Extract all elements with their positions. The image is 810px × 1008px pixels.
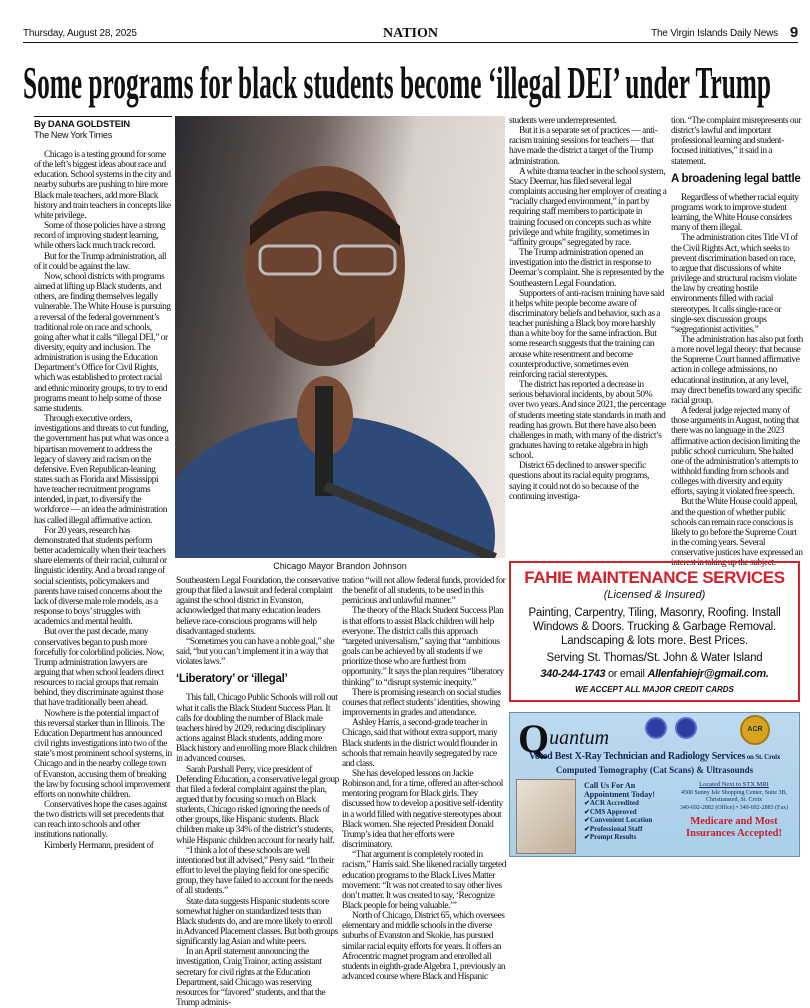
article-paragraph: Southeastern Legal Foundation, the conservative group that filed a lawsuit and federal complaint against the school district in Evanston, acknowledged that many education leaders believe race-conscious programs will help disadvantaged students. [176,576,340,637]
article-paragraph: A white drama teacher in the school system, Stacy Deemar, has filed several legal complaints accusing her employer of creating a “racially charged environment,” in part by requiring staff members to participate in training focused on concepts such as white privilege and white fragility, sometimes in “affinity groups” segregated by race. [509,166,667,248]
article-paragraph: In an April statement announcing the investigation, Craig Trainor, acting assistant secretary for civil rights at the Education Department, said Chicago was reserving resources for “favored” students, and that the Trump adminis- [176,947,326,1008]
logo-text: uantum [549,727,610,749]
ad-voted [510,751,799,762]
article-paragraph: District 65 declined to answer specific questions about its racial equity programs, saying it could not do so because of the continuing investiga- [509,461,650,502]
ad-title: FAHIE MAINTENANCE SERVICES [524,568,785,587]
article-paragraph: For 20 years, research has demonstrated that students perform better academically when their teachers share elements of their racial, cultural or linguistic identity. And a broad range of social scientists, policymakers and parents have raised concerns about the lack of diverse male role models, as a response to boys’ struggles with academics and mental health. [34,525,167,628]
article-paragraph: The theory of the Black Student Success Plan is that efforts to assist Black children will help everyone. The district calls this approach “targeted universalism,” saying that “ambitious goals can be achieved by all students if we prioritize those who are furthest from opportunity.” It says the plan requires “liberatory thinking” to “disrupt systemic inequity.” [342,606,504,688]
issue-date: Thursday, August 28, 2025 [23,28,137,39]
byline-author: By DANA GOLDSTEIN [34,119,130,130]
ad-location [670,781,798,812]
subhead-liberatory: ‘Liberatory’ or ‘illegal’ [176,673,288,686]
article-paragraph: A federal judge rejected many of those arguments in August, noting that there was no language in the 2023 affirmative action decision limiting the public school curriculum. She halted one of the administration’s attempts to withhold funding from schools and colleges with diversity and equity efforts, saying it violated free speech. [671,406,800,498]
headline-text: Some programs for black students become ‘illegal DEI’ under Trump [23,57,772,108]
article-paragraph: But it is a separate set of practices — anti-racism training sessions for teachers — that have made the district a target of the Trump administration. [509,126,658,167]
article-paragraph: But over the past decade, many conservatives began to push more forcefully for colorblind policies. Now, Trump administration lawyers are arguing that when school leaders direct resources to racial groups that remain behind, they discriminate against those that have traditionally been ahead. [34,627,165,709]
voted-location: on St. Croix [745,753,781,761]
article-column-2 [176,576,340,1008]
fahie-maintenance-ad [509,561,800,702]
article-paragraph: Conservatives hope the cases against the two districts will set precedents that can reach into schools and other institutions nationally. [34,800,167,841]
feature-item: ✔CMS Approved [584,807,637,816]
article-paragraph: tion. “The complaint misrepresents our district’s lawful and important professional learning and student-focused initiatives,” it said in a statement. [671,116,802,167]
award-ribbon-icon [675,717,697,739]
ad-phone: 340-244-1743 [540,668,606,680]
ad-serving: Serving St. Thomas/St. John & Water Island [546,652,763,664]
article-headline [23,56,783,108]
article-paragraph: Through executive orders, investigations and threats to cut funding, the government has put what was once a bipartisan movement to address the legacy of slavery and racism on the defensive. Even Republican-leaning states such as Florida and Mississippi have teacher recruitment programs intended, in part, to diversify the workforce — an idea the administration has called illegal affirmative action. [34,414,169,526]
feature-item: ✔Prompt Results [584,833,637,841]
article-paragraph: There is promising research on social studies courses that reflect students’ identities, showing improvements in grades and attendance. [342,687,501,719]
mayor-photo-illustration [175,116,505,558]
article-paragraph: “I think a lot of these schools are well intentioned but ill advised,” Perry said. “In their effort to level the playing field for one specific group, they have failed to account for the needs of all students.” [176,845,334,897]
call-text: Call Us For An Appointment Today! [584,781,655,799]
article-paragraph: Chicago is a testing ground for some of the left’s biggest ideas about race and education. School systems in the city and nearby suburbs are pushing to hire more Black male teachers, add more Black history and train teachers in concepts like white privilege. [34,150,171,221]
ad-email: Allenfahiejr@gmail.com. [647,668,769,680]
column-2-body-b [176,693,340,1008]
ad-credit-cards: WE ACCEPT ALL MAJOR CREDIT CARDS [575,685,734,694]
article-paragraph: tration “will not allow federal funds, provided for the benefit of all students, to be used in this pernicious and unlawful manner.” [342,576,506,607]
ad-or-email: or email [605,668,648,680]
ad-contact [511,668,798,680]
feature-item: ✔ACR Accredited [584,799,639,807]
column-5-body-a [671,116,803,167]
acr-seal: ACR [740,715,770,745]
article-paragraph: But for the Trump administration, all of it could be against the law. [34,251,167,272]
quantum-radiology-ad [509,712,800,857]
article-paragraph: State data suggests Hispanic students score somewhat higher on standardized tests than Black students do, and are more likely to enroll in Advanced Placement classes. But both groups significantly lag Asian and white peers. [176,896,338,948]
article-paragraph: Sarah Parshall Perry, vice president of Defending Education, a conservative legal group that filed a federal complaint against the plan, argued that by focusing so much on Black students, Chicago risked ignoring the needs of other groups, like Hispanic students. Black children make up 34% of the district’s students, while Hispanic children account for nearly half. [176,764,339,846]
article-column-5 [671,116,803,569]
article-paragraph: Nowhere is the potential impact of this reversal starker than in Illinois. The Education Department has announced civil rights investigations into two of the state’s most prominent school systems, in Chicago and in the nearby college town of Evanston, accusing them of breaking the law by focusing school improvement efforts on nonwhite children. [34,708,172,800]
logo-q: Q [518,716,550,761]
article-paragraph: Supporters of anti-racism training have said it helps white people become aware of discriminatory beliefs and behavior, such as a teacher punishing a Black boy more harshly than a white boy for the same infraction. But some research suggests that the training can arouse white resentment and become counterproductive, sometimes even reinforcing racial stereotypes. [509,288,665,380]
section-name: NATION [383,26,438,41]
feature-list [584,799,664,842]
photo-caption: Chicago Mayor Brandon Johnson [273,561,407,571]
byline [34,116,172,140]
column-3-body [342,576,506,982]
page-header [23,26,798,43]
article-paragraph: Some of those policies have a strong record of improving student learning, while others lack much track record. [34,221,166,252]
feature-item: ✔Convenient Location [584,816,653,824]
article-paragraph: She has developed lessons on Jackie Robinson and, for a time, offered an after-school mentoring program for Black girls. They discussed how to develop a positive self-identity in a world filled with negative stereotypes about Black women. She rejected President Donald Trump’s idea that her efforts were discriminatory. [342,768,503,851]
byline-source: The New York Times [34,130,113,140]
ad-ct: Computed Tomography (Cat Scans) & Ultrasounds [555,765,754,775]
feature-item: ✔Professional Staff [584,824,643,833]
located-text: Located Next to STX MRI [699,781,769,788]
article-paragraph: But the White House could appeal, and the question of whether public schools can remain race conscious is likely to go before the Supreme Court in the coming years. Several conservative justices have expressed an interest in taking up the subject. [671,497,803,569]
column-2-body-a [176,576,340,667]
article-column-3 [342,576,506,982]
article-paragraph: The administration has also put forth a more novel legal theory: that because the Supreme Court banned affirmative action in college admissions, no educational institution, at any level, may direct benefits toward any specific racial group. [671,334,803,406]
subhead-legal-battle: A broadening legal battle [671,172,801,185]
ad-licensed: (Licensed & Insured) [603,589,706,601]
ad-services: Painting, Carpentry, Tiling, Masonry, Roofing. Install Windows & Doors. Trucking & Garbage Removal. Landscaping & lots more. Best Prices. [528,607,781,647]
article-paragraph: The district has reported a decrease in serious behavioral incidents, by about 50% over two years. And since 2021, the percentage of students meeting state standards in math and reading has grown. But there have also been challenges in math, with many of the district’s graduates having to retake algebra in high school. [509,380,666,462]
address-text: 4500 Sunny Isle Shopping Center, Suite 3B, Christiansted, St. Croix [680,789,788,804]
article-paragraph: “Sometimes you can have a noble goal,” she said, “but you can’t implement it in a way that violates laws.” [176,636,335,668]
voted-text: Voted Best X-Ray Technician and Radiology Services [528,751,746,762]
newspaper-name: The Virgin Islands Daily News [651,28,778,39]
staff-photo [516,779,576,854]
ad-medicare: Medicare and Most Insurances Accepted! [686,816,782,839]
article-paragraph: Now, school districts with programs aimed at lifting up Black students, and others, are finding themselves legally vulnerable. The White House is pursuing a reversal of the federal government’s traditional role on race and schools, going after what it calls “illegal DEI,” or diversity, equity and inclusion. The administration is using the Education Department’s Office for Civil Rights, which was established to protect racial and ethnic minority groups, to try to end programs meant to help some of those same students. [34,271,171,414]
article-photo [175,116,505,558]
ad-call [584,781,664,842]
column-4-body [509,116,667,502]
article-paragraph: students were underrepresented. [509,116,617,126]
article-paragraph: North of Chicago, District 65, which oversees elementary and middle schools in the diverse suburbs of Evanston and Skokie, has pursued similar racial equity efforts for years. It offers an Afrocentric magnet program and enrolled all students in eighth-grade Algebra 1, previously an advanced course where Black and Hispanic [342,911,506,983]
article-paragraph: Ashley Harris, a second-grade teacher in Chicago, said that without extra support, many Black students in the district would flounder in schools that remain heavily segregated by race and class. [342,718,498,769]
phones-text: 340-692-2882 (Office) • 340-692-2883 (Fax) [679,804,789,811]
column-5-body-b [671,193,803,569]
article-column-4 [509,116,667,502]
article-paragraph: “That argument is completely rooted in racism,” Harris said. She likened racially targeted education programs to the Black Lives Matter movement: “It was not created to say other lives don’t matter. It was created to say, ‘Recognize Black people for being valuable.’” [342,850,507,911]
article-paragraph: Kimberly Hermann, president of [44,840,154,851]
award-ribbon-icon [645,717,667,739]
article-column-1 [34,116,172,851]
article-paragraph: The Trump administration opened an investigation into the district in response to Deemar’s complaint. She is represented by the Southeastern Legal Foundation. [509,248,664,289]
article-paragraph: The administration cites Title VI of the Civil Rights Act, which seeks to prevent discrimination based on race, to argue that discussions of white privilege and structural racism violate the law by creating hostile environments filled with racial stereotypes. It calls single-race or single-sex discussion groups “segregationist activities.” [671,233,798,335]
article-paragraph: This fall, Chicago Public Schools will roll out what it calls the Black Student Success Plan. It calls for doubling the number of Black male teachers hired by 2029, reducing disciplinary actions against Black students, adding more Black history and enrolling more Black children in advanced courses. [176,693,338,765]
column-1-body [34,150,172,851]
page-number: 9 [789,24,798,41]
article-paragraph: Regardless of whether racial equity programs work to improve student learning, the White House considers many of them illegal. [671,192,799,234]
